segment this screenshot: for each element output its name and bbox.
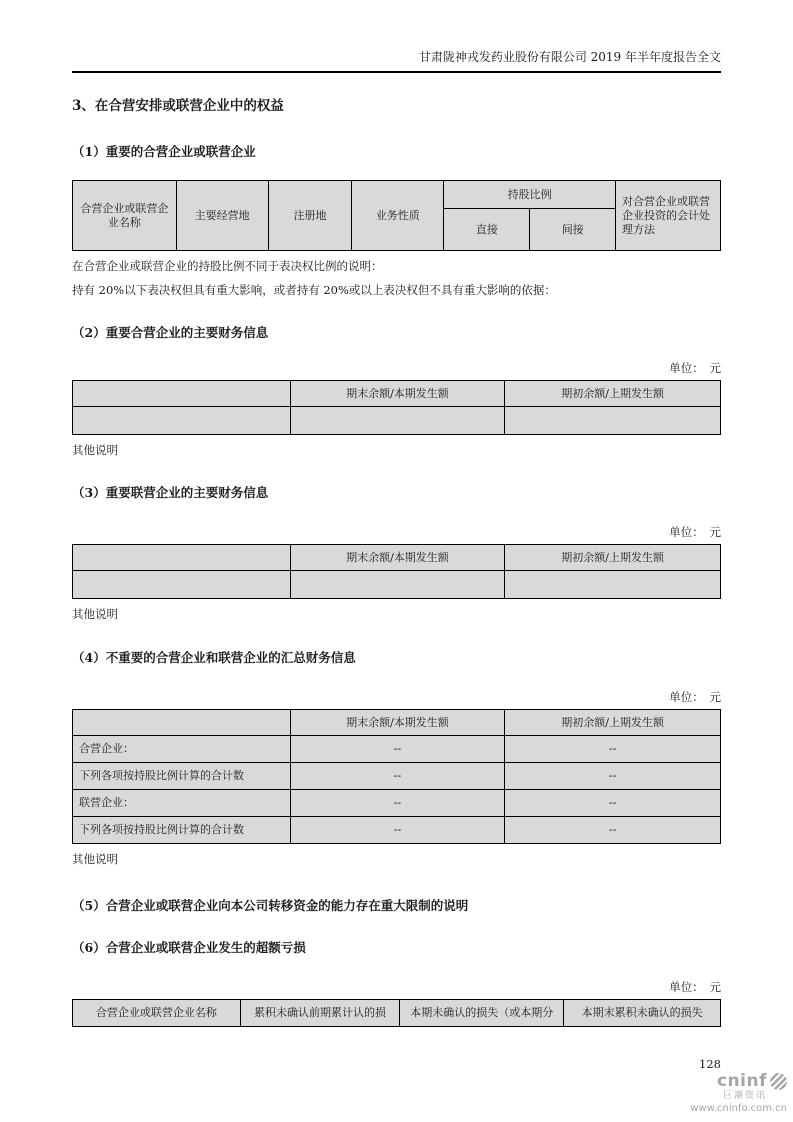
col-header-business-nature: 业务性质 [352,181,444,251]
table-row [73,817,721,844]
col-header-blank [73,545,291,571]
empty-cell [73,407,291,435]
col-header-blank [73,710,291,736]
other-note-label: 其他说明 [72,443,118,457]
unit-label: 单位： 元 [669,980,721,994]
col-header-entity-name: 合营企业或联营企业名称 [73,181,177,251]
cninfo-logo-url: www.cninfo.com.cn [690,1103,787,1114]
col-header-direct: 直接 [444,209,530,251]
value-cell: -- [505,763,721,790]
col-header-ending-balance: 期末余额/本期发生额 [290,381,504,407]
unit-label: 单位： 元 [669,361,721,375]
cninfo-logo-subtitle: 巨潮资讯 [722,1091,767,1101]
empty-cell [290,407,504,435]
joint-venture-financials-table [72,380,721,435]
cninfo-logo [690,1073,787,1114]
empty-cell [505,407,721,435]
associate-financials-table [72,544,721,599]
document-header-title: 甘肃陇神戎发药业股份有限公司 2019 年半年度报告全文 [72,0,721,73]
col-header-registration-place: 注册地 [268,181,352,251]
shareholding-vs-voting-note: 在合营企业或联营企业的持股比例不同于表决权比例的说明： [72,259,383,273]
subsection-6-title: （6）合营企业或联营企业发生的超额亏损 [72,940,306,955]
row-label-associates: 联营企业： [73,790,291,817]
col-header-ending-balance: 期末余额/本期发生额 [290,545,504,571]
col-header-current-unrecognized-loss: 本期未确认的损失（或本期分 [400,1000,564,1027]
unit-label: 单位： 元 [669,690,721,704]
table-row [73,736,721,763]
empty-cell [505,571,721,599]
empty-cell [290,571,504,599]
subsection-2-title: （2）重要合营企业的主要财务信息 [72,325,269,340]
subsection-4-title: （4）不重要的合营企业和联营企业的汇总财务信息 [72,650,356,665]
row-label-joint-ventures: 合营企业： [73,736,291,763]
value-cell: -- [290,817,504,844]
value-cell: -- [290,763,504,790]
other-note-label: 其他说明 [72,607,118,621]
cninfo-globe-icon [770,1073,787,1090]
col-header-prior-unrecognized-loss: 累积未确认前期累计认的损 [240,1000,399,1027]
col-header-beginning-balance: 期初余额/上期发生额 [505,545,721,571]
page-number: 128 [699,1057,721,1071]
table-row [73,790,721,817]
subsection-3-title: （3）重要联营企业的主要财务信息 [72,485,269,500]
other-note-label: 其他说明 [72,852,118,866]
col-header-beginning-balance: 期初余额/上期发生额 [505,381,721,407]
significant-influence-note: 持有 20%以下表决权但具有重大影响，或者持有 20%或以上表决权但不具有重大影响的依据： [72,283,556,297]
insignificant-entities-summary-table [72,709,721,844]
row-label-prorata-total: 下列各项按持股比例计算的合计数 [73,763,291,790]
col-header-main-place: 主要经营地 [176,181,268,251]
col-header-indirect: 间接 [530,209,616,251]
table-row [73,763,721,790]
unit-label: 单位： 元 [669,525,721,539]
value-cell: -- [290,736,504,763]
excess-losses-table [72,999,721,1027]
col-header-shareholding-ratio: 持股比例 [444,181,616,209]
row-label-prorata-total: 下列各项按持股比例计算的合计数 [73,817,291,844]
empty-cell [73,571,291,599]
value-cell: -- [505,817,721,844]
col-header-entity-name: 合营企业或联营企业名称 [73,1000,241,1027]
subsection-5-title: （5）合营企业或联营企业向本公司转移资金的能力存在重大限制的说明 [72,898,469,913]
subsection-1-title: （1）重要的合营企业或联营企业 [72,144,256,159]
joint-venture-overview-table [72,180,721,251]
col-header-ending-balance: 期末余额/本期发生额 [290,710,504,736]
section-3-title: 3、在合营安排或联营企业中的权益 [72,98,284,114]
cninfo-logo-text: cninf [716,1071,767,1091]
col-header-blank [73,381,291,407]
col-header-accounting-method: 对合营企业或联营企业投资的会计处理方法 [615,181,720,251]
value-cell: -- [505,790,721,817]
col-header-cumulative-unrecognized-loss: 本期末累积未确认的损失 [564,1000,721,1027]
col-header-beginning-balance: 期初余额/上期发生额 [505,710,721,736]
value-cell: -- [505,736,721,763]
value-cell: -- [290,790,504,817]
